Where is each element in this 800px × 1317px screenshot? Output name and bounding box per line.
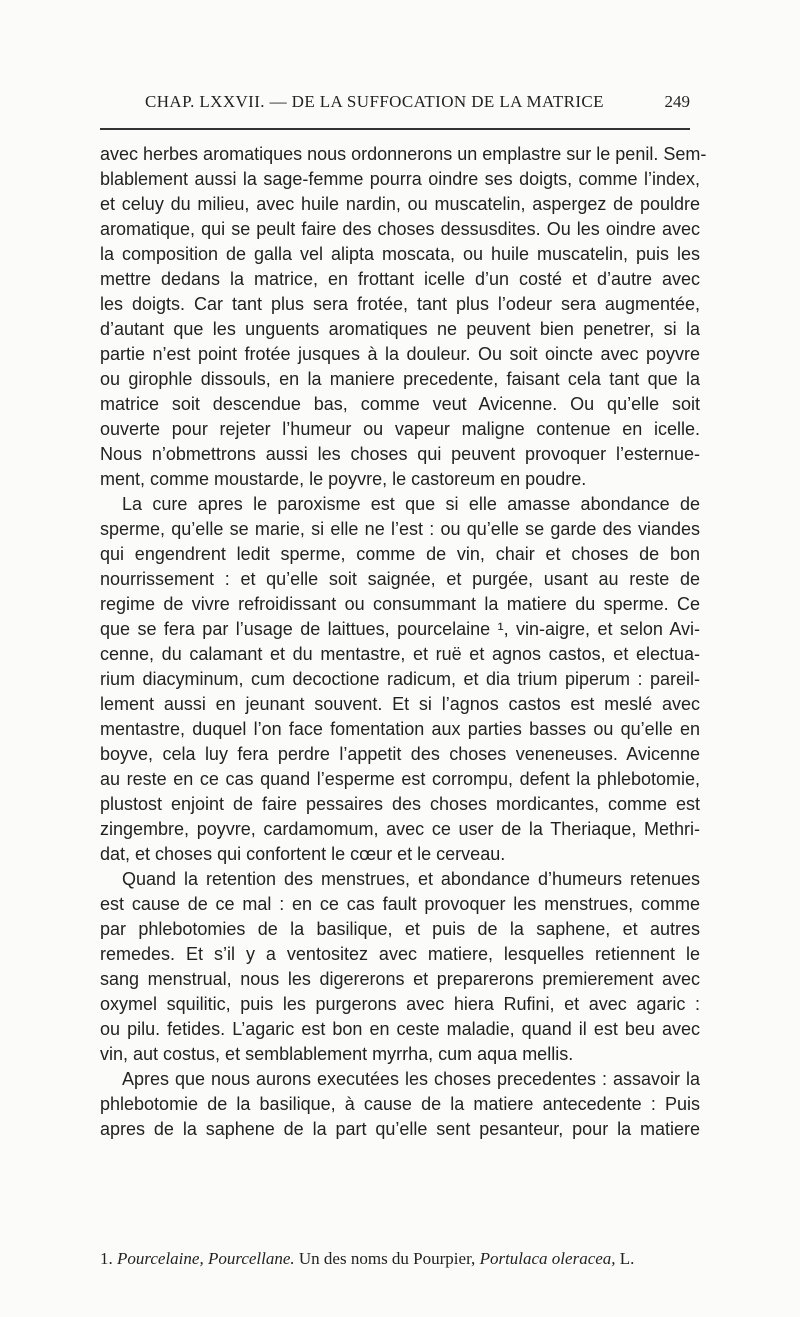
text-line: dat, et choses qui confortent le cœur et le cerveau.: [100, 844, 506, 864]
text-line: mentastre, duquel l’on face fomentation aux parties basses ou qu’elle en: [100, 719, 700, 739]
text-line: plustost enjoint de faire pessaires des choses mordicantes, comme est: [100, 794, 700, 814]
text-line: ment, comme moustarde, le poyvre, le castoreum en poudre.: [100, 469, 587, 489]
header-rule: [100, 128, 690, 130]
running-title: CHAP. LXXVII. — DE LA SUFFOCATION DE LA MATRICE: [145, 92, 604, 111]
text-line: au reste en ce cas quand l’esperme est corrompu, defent la phlebotomie,: [100, 769, 700, 789]
text-line: la composition de galla vel alipta moscata, ou huile muscatelin, puis les: [100, 244, 700, 264]
text-line: et celuy du milieu, avec huile nardin, ou muscatelin, aspergez de pouldre: [100, 194, 700, 214]
text-line: blablement aussi la sage-femme pourra oindre ses doigts, comme l’index,: [100, 169, 700, 189]
text-line: zingembre, poyvre, cardamomum, avec ce user de la Theriaque, Methri-: [100, 819, 700, 839]
text-line: ou girophle dissouls, en la maniere precedente, faisant cela tant que la: [100, 369, 700, 389]
paragraph-start-line: Apres que nous aurons executées les choses precedentes : assavoir la: [122, 1069, 700, 1089]
text-line: nourrissement : et qu’elle soit saignée, et purgée, usant au reste de: [100, 569, 700, 589]
text-line: matrice soit descendue bas, comme veut Avicenne. Ou qu’elle soit: [100, 394, 700, 414]
paragraph-start-line: La cure apres le paroxisme est que si elle amasse abondance de: [122, 494, 700, 514]
text-line: remedes. Et s’il y a ventositez avec matiere, lesquelles retiennent le: [100, 944, 700, 964]
footnote: [100, 1248, 700, 1270]
text-line: avec herbes aromatiques nous ordonnerons un emplastre sur le penil. Sem-: [100, 144, 707, 164]
footnote-author: L.: [619, 1249, 635, 1268]
text-line: sang menstrual, nous les digererons et preparerons premierement avec: [100, 969, 700, 989]
footnote-latin-name: Portulaca oleracea,: [479, 1249, 616, 1268]
footnote-marker: 1.: [100, 1249, 113, 1268]
text-line: ouverte pour rejeter l’humeur ou vapeur maligne contenue en icelle.: [100, 419, 700, 439]
body-text: [100, 142, 707, 1142]
text-line: boyve, cela luy fera perdre l’appetit des choses veneneuses. Avicenne: [100, 744, 700, 764]
text-line: par phlebotomies de la basilique, et puis de la saphene, et autres: [100, 919, 700, 939]
text-line: partie n’est point frotée jusques à la douleur. Ou soit oincte avec poyvre: [100, 344, 700, 364]
text-line: sperme, qu’elle se marie, si elle ne l’est : ou qu’elle se garde des viandes: [100, 519, 700, 539]
text-line: d’autant que les unguents aromatiques ne peuvent bien penetrer, si la: [100, 319, 700, 339]
text-line: mettre dedans la matrice, en frottant icelle d’un costé et d’autre avec: [100, 269, 700, 289]
text-line: Nous n’obmettrons aussi les choses qui peuvent provoquer l’esternue-: [100, 444, 700, 464]
paragraph-start-line: Quand la retention des menstrues, et abondance d’humeurs retenues: [122, 869, 700, 889]
text-line: regime de vivre refroidissant ou consummant la matiere du sperme. Ce: [100, 594, 700, 614]
footnote-text: Un des noms du Pourpier,: [298, 1249, 476, 1268]
text-line: phlebotomie de la basilique, à cause de la matiere antecedente : Puis: [100, 1094, 700, 1114]
text-line: cenne, du calamant et du mentastre, et ruë et agnos castos, et electua-: [100, 644, 700, 664]
text-line: que se fera par l’usage de laittues, pourcelaine ¹, vin-aigre, et selon Avi-: [100, 619, 700, 639]
text-line: vin, aut costus, et semblablement myrrha, cum aqua mellis.: [100, 1044, 574, 1064]
text-line: apres de la saphene de la part qu’elle sent pesanteur, pour la matiere: [100, 1119, 700, 1139]
text-line: aromatique, qui se peult faire des choses dessusdites. Ou les oindre avec: [100, 219, 700, 239]
text-line: oxymel squilitic, puis les purgerons avec hiera Rufini, et avec agaric :: [100, 994, 700, 1014]
page-number: 249: [664, 92, 690, 111]
text-line: les doigts. Car tant plus sera frotée, tant plus l’odeur sera augmentée,: [100, 294, 700, 314]
footnote-old-term: Pourcellane.: [207, 1249, 295, 1268]
text-line: rium diacyminum, cum decoctione radicum, et dia trium piperum : pareil-: [100, 669, 700, 689]
running-head: [100, 92, 690, 118]
text-line: qui engendrent ledit sperme, comme de vin, chair et choses de bon: [100, 544, 700, 564]
footnote-term: Pourcelaine,: [117, 1249, 204, 1268]
text-line: lement aussi en jeunant souvent. Et si l’agnos castos est meslé avec: [100, 694, 700, 714]
text-line: est cause de ce mal : en ce cas fault provoquer les menstrues, comme: [100, 894, 700, 914]
text-line: ou pilu. fetides. L’agaric est bon en ceste maladie, quand il est beu avec: [100, 1019, 700, 1039]
